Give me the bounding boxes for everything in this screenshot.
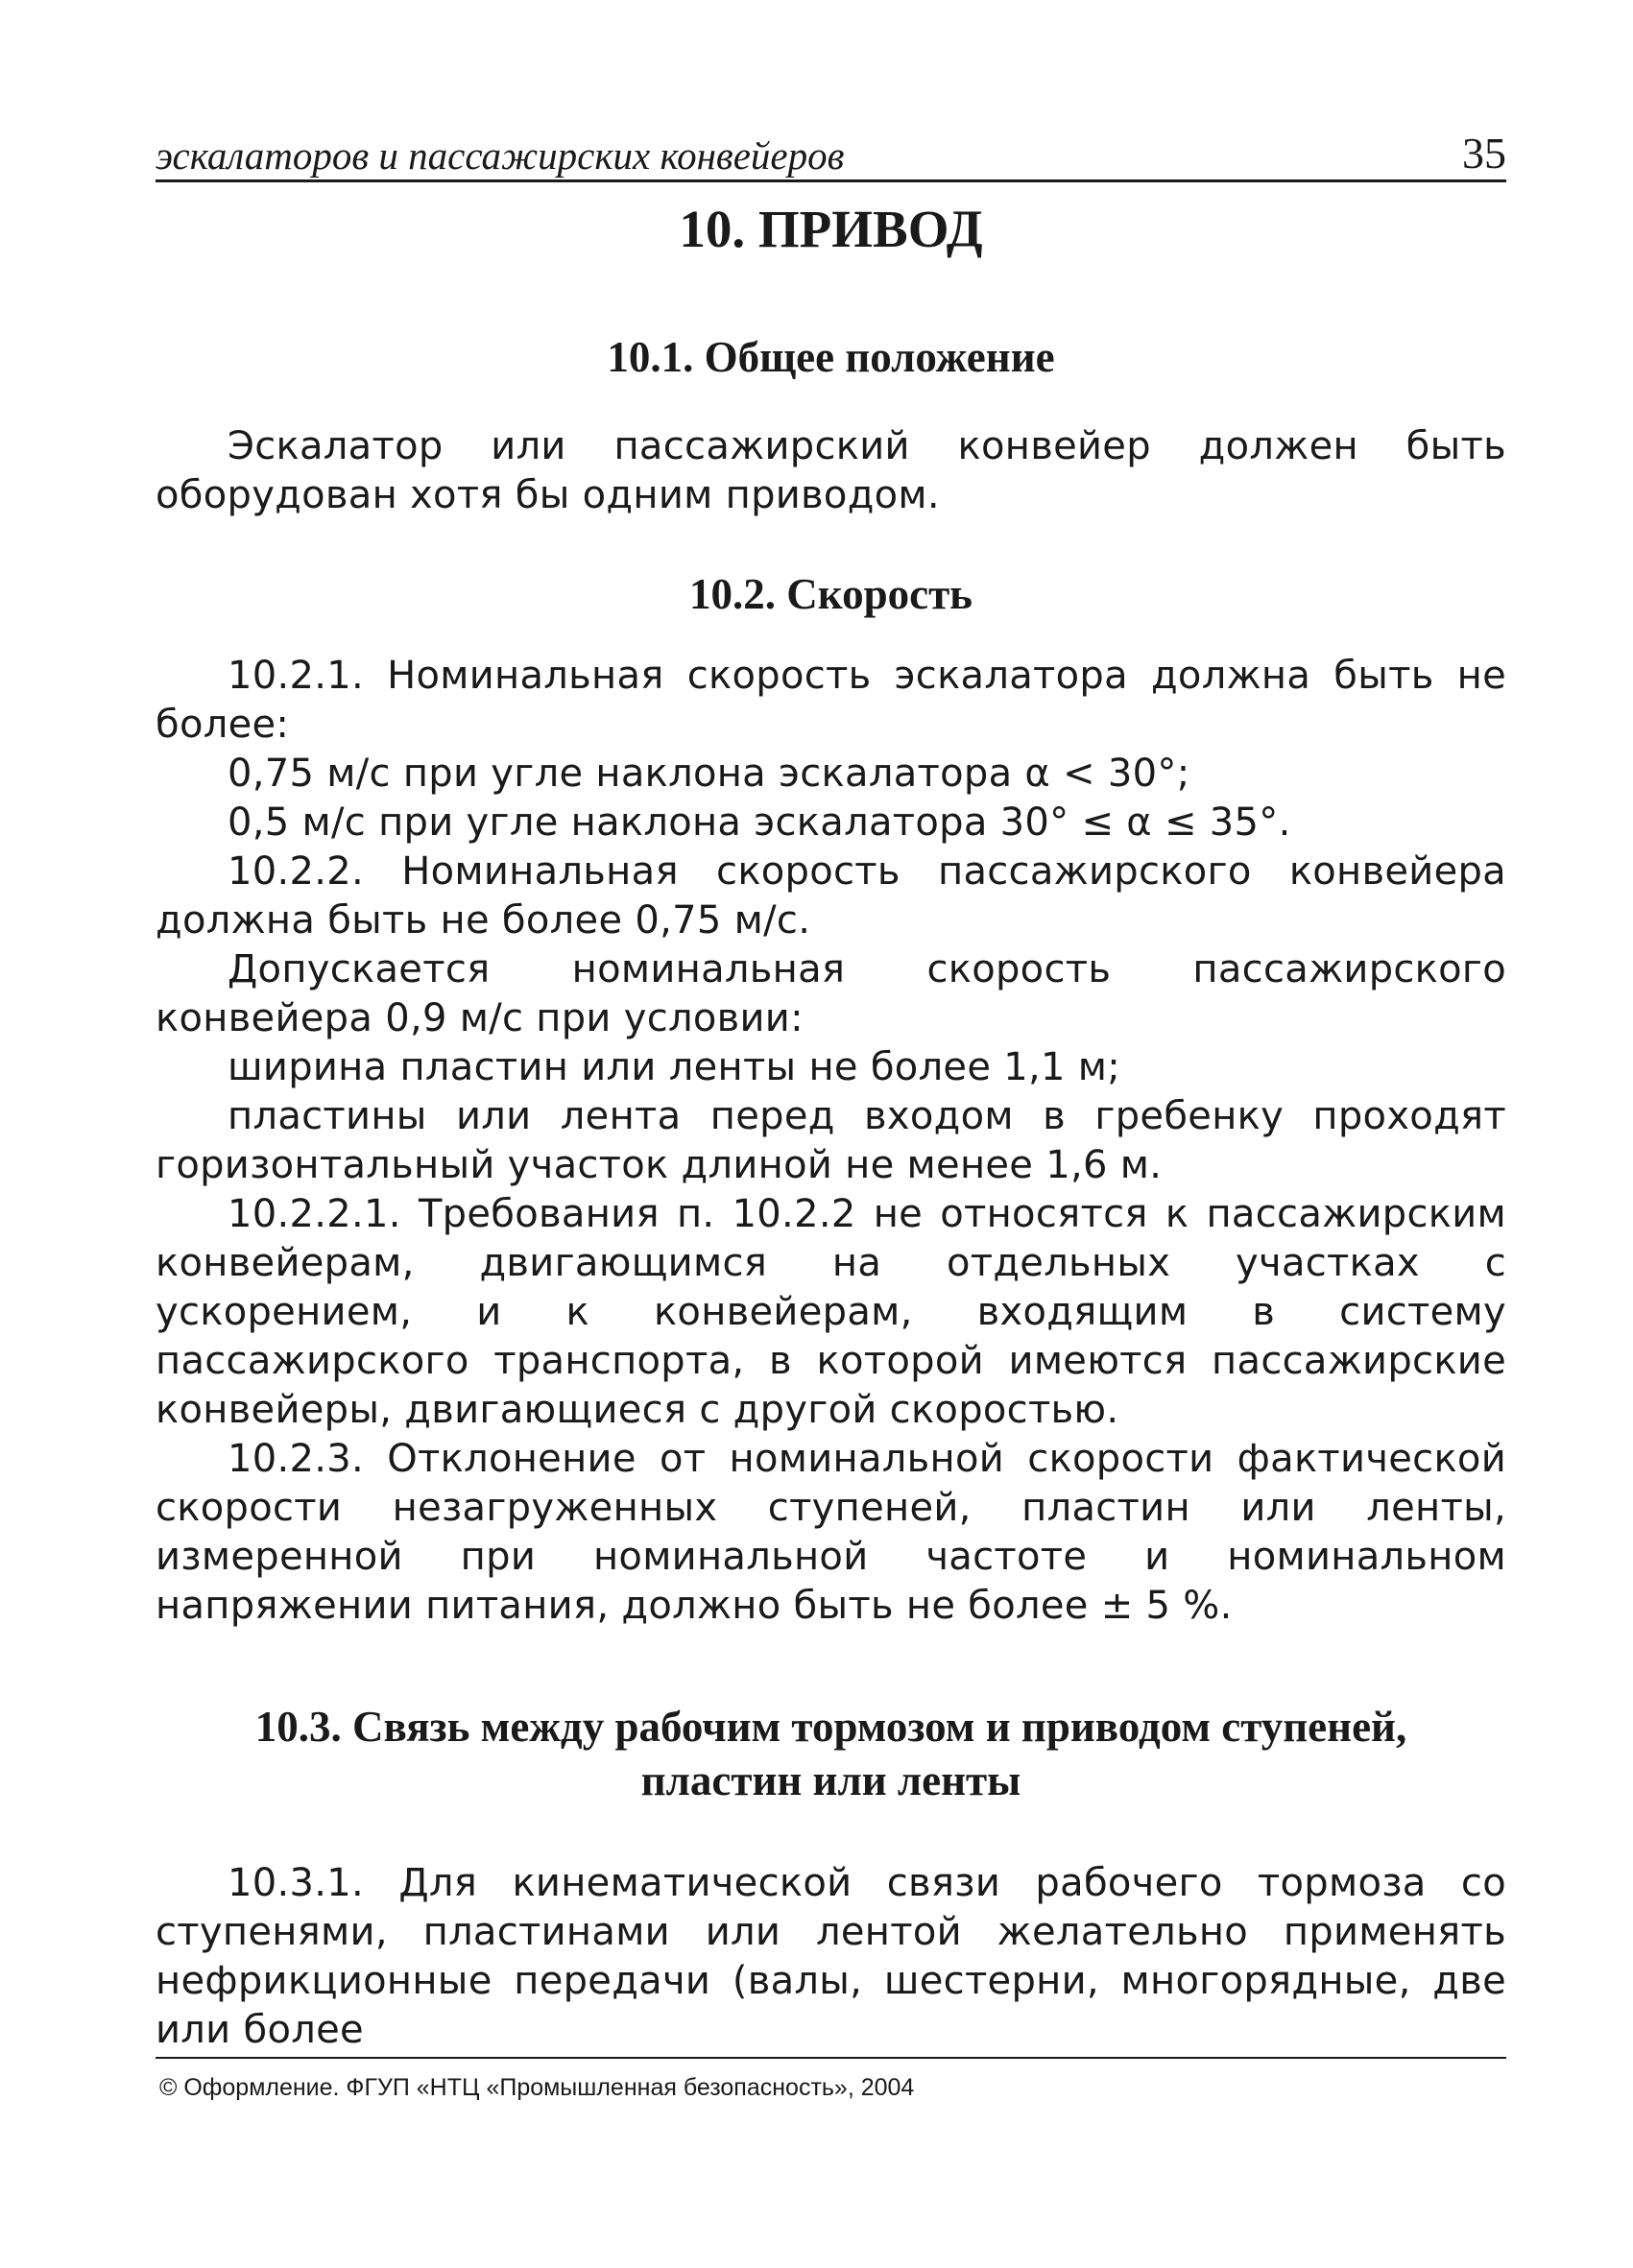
paragraph: 0,5 м/с при угле наклона эскалатора 30° ≤ α ≤ 35°. xyxy=(228,800,1291,845)
footer-divider xyxy=(156,2057,1506,2059)
section-body-10-3 xyxy=(156,1859,1506,2055)
paragraph: 10.2.1. Номинальная скорость эскалатора должна быть не более: xyxy=(156,654,1506,747)
paragraph: 10.3.1. Для кинематической связи рабочего тормоза со ступенями, пластинами или лентой желательно применять нефрикционные передачи (валы, шестерни, многорядные, две или более xyxy=(156,1861,1506,2052)
paragraph: Допускается номинальная скорость пассажирского конвейера 0,9 м/с при условии: xyxy=(156,947,1506,1040)
page-number: 35 xyxy=(1462,129,1506,178)
paragraph: Эскалатор или пассажирский конвейер должен быть оборудован хотя бы одним приводом. xyxy=(156,424,1506,517)
section-title-10-3 xyxy=(156,1700,1506,1807)
section-title-10-1: 10.1. Общее положение xyxy=(607,333,1055,381)
paragraph: ширина пластин или ленты не более 1,1 м; xyxy=(228,1045,1121,1089)
section-title-10-2: 10.2. Скорость xyxy=(689,570,973,618)
copyright-note: © Оформление. ФГУП «НТЦ «Промышленная безопасность», 2004 xyxy=(159,2074,915,2101)
running-title: эскалаторов и пассажирских конвейеров xyxy=(156,133,845,178)
running-header xyxy=(156,131,1506,180)
section-title-line: 10.3. Связь между рабочим тормозом и приводом ступеней, xyxy=(254,1703,1407,1751)
paragraph: 10.2.3. Отклонение от номинальной скорости фактической скорости незагруженных ступеней, пластин или ленты, измеренной при номинальной частоте и номинальном напряжении питания, должно быть не более ± 5 %. xyxy=(156,1437,1506,1628)
section-body-10-1 xyxy=(156,422,1506,520)
section-body-10-2 xyxy=(156,652,1506,1631)
paragraph: 0,75 м/с при угле наклона эскалатора α < 30°; xyxy=(228,752,1190,796)
chapter-title: 10. ПРИВОД xyxy=(679,200,983,258)
section-title-line: пластин или ленты xyxy=(640,1756,1021,1804)
paragraph: 10.2.2.1. Требования п. 10.2.2 не относятся к пассажирским конвейерам, двигающимся на отдельных участках с ускорением, и к конвейерам, входящим в систему пассажирского транспорта, в которой имеются пассажирские конвейеры, двигающиеся с другой скоростью. xyxy=(156,1192,1506,1432)
paragraph: 10.2.2. Номинальная скорость пассажирского конвейера должна быть не более 0,75 м/с. xyxy=(156,849,1506,943)
header-divider xyxy=(156,179,1506,182)
paragraph: пластины или лента перед входом в гребенку проходят горизонтальный участок длиной не менее 1,6 м. xyxy=(156,1094,1506,1187)
